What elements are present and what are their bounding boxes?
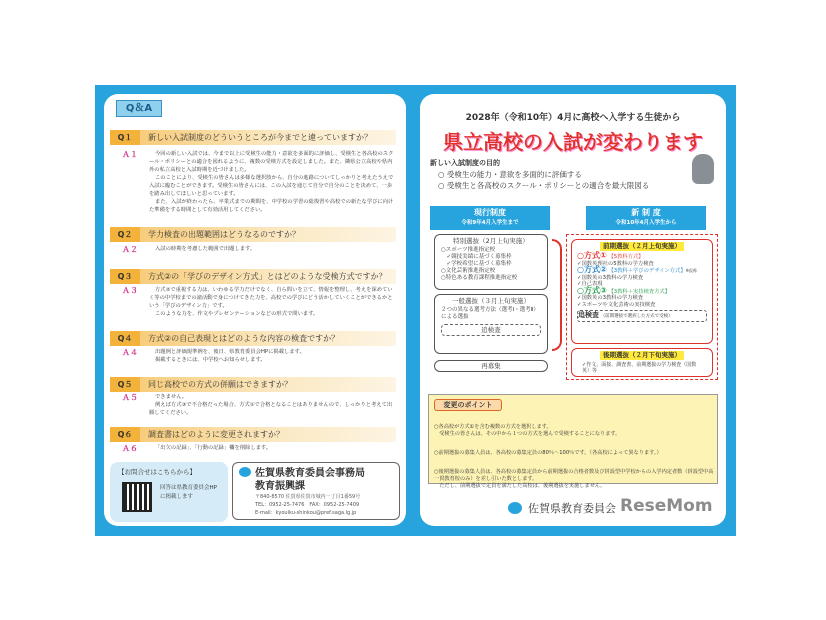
question-number: Q１ <box>110 130 140 145</box>
contact-text: 回答は県教育委員会HPに掲載します <box>160 485 217 500</box>
question-text: 新しい入試制度のどういうところが今までと違っていますか？ <box>148 133 372 142</box>
office-division: 教育振興課 <box>255 481 305 492</box>
answer-number: Ａ４ <box>122 348 138 357</box>
current-header: 現行制度 令和9年4月入学生まで <box>430 206 550 230</box>
contact-box <box>110 462 228 522</box>
point-3: ○後期選抜の募集人員は、各高校の募集定員から前期選抜の合格者数及び併設型中学校からの入学内定者数（併設型中高一貫教育校のみ）を差し引いた数とします。 ただし、前期選抜で定員を満たした高校は、後期選抜を実施しません。 <box>434 469 714 489</box>
question-6 <box>110 427 396 442</box>
question-number: Q５ <box>110 377 140 392</box>
question-text: 調査書はどのように変更されますか？ <box>148 430 284 439</box>
purpose-1: ○ 受検生の能力・意欲を多面的に評価する <box>438 170 582 179</box>
qa-tag: Q＆A <box>116 100 162 117</box>
answer-paragraph: 「出欠の記録」、「行動の記録」欄を削除します。 <box>155 445 272 451</box>
answer-paragraph: 方式②で重視する力は、いわゆる学力だけでなく、自ら問いを立て、情報を整理し、考えを深めていく等の中学校までの諸活動で身につけてきた力を、高校での学びにどう活かしていくことができるかという「学びのデザイン力」です。 <box>149 287 393 309</box>
question-3 <box>110 269 396 284</box>
qr-code[interactable] <box>122 482 152 512</box>
overview-panel <box>420 94 726 526</box>
answer-paragraph: 出題例と評価規準例を、後日、県教育委員会HPに掲載します。 <box>155 349 305 355</box>
qa-panel <box>104 94 406 526</box>
main-title: 県立高校の入試が変わります <box>443 130 703 154</box>
question-number: Q４ <box>110 331 140 346</box>
watermark-logo: ReseMom <box>620 496 713 516</box>
answer-paragraph: このような力を、作文やプレゼンテーションなどの形式で問います。 <box>155 311 319 317</box>
contact-title: 【お問合せはこちらから】 <box>118 468 196 476</box>
answer-paragraph: 今回の新しい入試では、今まで以上に受検生の能力・意欲を多面的に評価し、受検生と各高校のスクール・ポリシーとの適合を図れるように、複数の受検方式を設定しました。また、隣県公立高校や県内外の私立高校と入試時期を近づけました。 <box>149 151 394 173</box>
answer-3 <box>149 286 394 318</box>
question-5 <box>110 377 396 392</box>
early-selection-box: 前期選抜（２月上旬実施） ○方式① 【5教科方式】 ✓国数英理社の5教科の学力検査 ○方式② 【3教科＋学びのデザイン方式】※仮称 ✓国数英の3教科の学力検査 ✓自己表現 ○方式③ 【3教科＋実技検査方式】 ✓国数英の3教科の学力検査 ✓スポーツや文化芸術の実技検査 追検査 （前期選抜で選択した方式で受検） <box>571 239 713 344</box>
answer-paragraph: また、入試が終わったら、卒業式までの期間を、中学校の学習の総復習や高校での新たな学びに向けた準備をする時間として有効活用してください。 <box>149 199 394 213</box>
answer-paragraph: このことにより、受検生の皆さんは多様な選択肢から、自分の進路についてしっかりと考えたうえで入試に臨むことができます。受検生の皆さんには、この入試を通じて自分で自分のことを決めて、一歩を踏み出してほしいと思っています。 <box>149 175 394 197</box>
new-system-box <box>566 234 718 380</box>
current-general-box: 一般選抜（３月上旬実施） ２つの異なる選考方法（選考Ⅰ・選考Ⅱ）による選抜 追検査 <box>434 294 548 354</box>
purpose-title: 新しい入試制度の目的 <box>430 159 500 167</box>
answer-1 <box>149 150 394 214</box>
question-2 <box>110 227 396 242</box>
answer-paragraph: 例えば方式③で不合格だった場合、方式①で合格となることはありませんので、しっかりと考えて出願してください。 <box>149 402 393 416</box>
answer-number: Ａ５ <box>122 393 138 402</box>
points-title: 変更のポイント <box>434 399 502 411</box>
answer-2 <box>149 245 339 253</box>
question-1 <box>110 130 396 145</box>
answer-paragraph: 掲載するときには、中学校へお知らせします。 <box>155 357 266 363</box>
answer-number: Ａ２ <box>122 245 138 254</box>
point-1: ○各高校が方式①を含む複数の方式を選択します。 受検生の皆さんは、その中から１つの方式を選んで受検することになります。 <box>434 424 621 437</box>
points-box <box>428 394 718 489</box>
question-text: 方式②の自己表現とはどのような内容の検査ですか？ <box>148 334 340 343</box>
question-number: Q２ <box>110 227 140 242</box>
answer-number: Ａ３ <box>122 286 138 295</box>
answer-6 <box>149 444 394 452</box>
answer-4 <box>149 348 339 364</box>
bracket <box>552 239 562 351</box>
office-tel: TEL：0952-25-7476 FAX：0952-25-7409 <box>255 502 360 508</box>
late-selection-box: 後期選抜（２月下旬実施） ✓作文、面接、調査書、前期選抜の学力検査（国数英）等 <box>571 348 713 377</box>
owl-mascot-icon <box>692 154 714 184</box>
office-email[interactable]: E-mail：kyouiku-shinkou@pref.saga.lg.jp <box>255 510 357 516</box>
question-text: 同じ高校での方式の併願はできますか？ <box>148 380 292 389</box>
point-2: ○前期選抜の募集人員は、各高校の募集定員の80％～100％です。（各高校によって異なります。） <box>434 450 662 456</box>
question-text: 方式②の「学びのデザイン方式」とはどのような受検方式ですか？ <box>148 272 387 281</box>
question-number: Q６ <box>110 427 140 442</box>
current-recruit-box: 再募集 <box>434 360 548 372</box>
answer-number: Ａ１ <box>122 150 138 159</box>
question-number: Q３ <box>110 269 140 284</box>
question-4 <box>110 331 396 346</box>
footer-org: 佐賀県教育委員会 <box>528 502 616 515</box>
answer-paragraph: できません。 <box>155 394 188 400</box>
office-name: 佐賀県教育委員会事務局 <box>255 468 365 479</box>
current-special-box: 特別選抜（2月上旬実施） ○スポーツ推進指定校 ✓競技実績に基づく募集枠 ✓学校希望に基づく募集枠 ○文化芸術推進指定校 ○特色ある教育課程推進指定校 <box>434 234 548 290</box>
office-address: 〒840-8570 佐賀県佐賀市城内一丁目1番59号 <box>255 494 361 500</box>
new-header: 新 制 度 令和10年4月入学生から <box>586 206 706 230</box>
saga-logo-icon <box>508 502 522 514</box>
answer-5 <box>149 393 394 417</box>
office-box <box>232 462 400 520</box>
saga-logo-icon <box>239 467 251 477</box>
purpose-2: ○ 受検生と各高校のスクール・ポリシーとの適合を最大限図る <box>438 181 650 190</box>
answer-paragraph: 入試の時期を考慮した範囲で出題します。 <box>155 246 256 252</box>
answer-number: Ａ６ <box>122 444 138 453</box>
subtitle: 2028年（令和10年）4月に高校へ入学する生徒から <box>465 113 681 123</box>
question-text: 学力検査の出題範囲はどうなるのですか？ <box>148 230 300 239</box>
